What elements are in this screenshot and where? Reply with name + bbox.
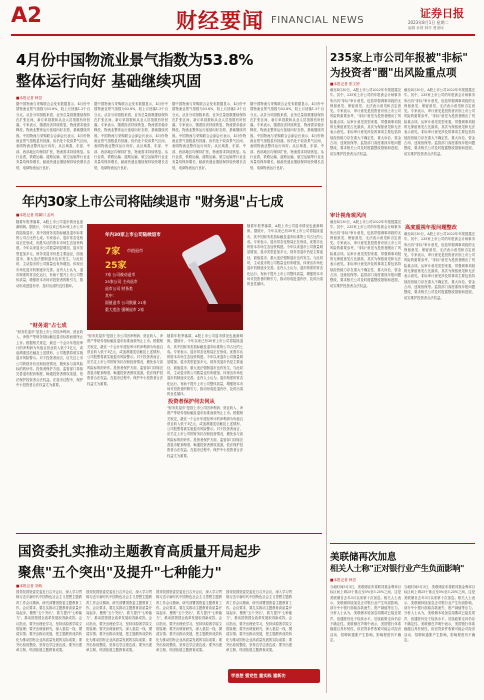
- audit-subheadline: 为投资者"圈"出风险重点项: [330, 67, 457, 79]
- sasac-text-col3: 国务院国资委党委近日召开会议，深入学习贯彻习近平新时代中国特色社会主义思想主题教育工作会议精神，研究部署国资委主题教育工作。会议要求，要扎实推动主题教育高质量开局起步，聚焦"五个突出"，着力提升"七种能力"，推动国资国企改革发展取得新成效。会议指出，要突出理论学习，坚持读原著学原文悟原理；要突出调查研究，深入基层一线，摸清实情；要突出推动发展，把主题教育成效转化为推动国有企业高质量发展的实际成果；要突出检视整改，坚持边学边查边改；要突出建章立制，巩固拓展主题教育成果。: [156, 590, 222, 653]
- section-rule: [330, 543, 475, 544]
- masthead-logo: 证券日报: [420, 7, 464, 20]
- delisting-subhead-protection: 投资者保护何去何从: [168, 399, 215, 405]
- section-title: 财经要闻: [176, 8, 264, 33]
- delisting-text-col1-bottom: "财务类退市"是指上市公司因净利润、营业收入、净资产等财务指标触及退市标准而被终止上市。根据相关规定，最近一个会计年度经审计的净利润为负值且营业收入低于1亿元，或追溯重述后触及上述情形，公司股票将被实施退市风险警示。对于投资者而言，应关注上市公司的财务状况和经营情况，避免参与高风险标的的炒作。投资者保护方面，监管部门持续完善退市配套制度，畅通投资者维权渠道，依法保护投资者合法权益。在退市过程中，保护中小投资者合法权益尤为重要。: [16, 330, 83, 387]
- fed-text-col1: 当地时间5月3日，美联储宣布将联邦基金利率目标区间上调25个基点至5%至5.25%之间，这是美联储自去年3月以来第十次加息。相关人士表示，美联储持续加息正对银行业产生负面影响，部分中小银行面临存款流失、资产减值等压力。分析人士认为，美联储本轮加息周期或已接近尾声，但通胀仍处于较高水平，后续政策走向仍存不确定性。美联储在声明中表示，美国银行体系稳健且具有韧性，但信贷条件收紧可能会对经济活动、招聘和通胀产生影响，影响程度仍不确定。: [330, 585, 401, 642]
- column-divider: [326, 46, 327, 546]
- sasac-byline: ■本报记者 刘萌: [16, 584, 43, 588]
- sasac-text-col4: 国务院国资委党委近日召开会议，深入学习贯彻习近平新时代中国特色社会主义思想主题教育工作会议精神，研究部署国资委主题教育工作。会议要求，要扎实推动主题教育高质量开局起步，聚焦"五个突出"，着力提升"七种能力"，推动国资国企改革发展取得新成效。会议指出，要突出理论学习，坚持读原著学原文悟原理；要突出调查研究，深入基层一线，摸清实情；要突出推动发展，把主题教育成效转化为推动国有企业高质量发展的实际成果；要突出检视整改，坚持边学边查边改；要突出建章立制，巩固拓展主题教育成果。: [226, 590, 292, 653]
- sasac-slogan: 学思想 强党性 重实践 建新功: [231, 673, 286, 678]
- logistics-text-col4: 据中国物流与采购联合会发布数据显示，4月份中国物流业景气指数为53.8%，较上月回落1.3个百分点。从各分项指数来看，业务总量指数继续保持在扩张区间，新订单指数和从业人员指数有所回落。专家表示，随着经济持续恢复，物流需求稳步释放，物流业整体运行延续向好态势，基础继续巩固。中国物流与采购联合会副会长表示，4月份物流业景气指数虽有回落，但仍处于较高景气区间，表明物流业整体运行向好。从区域看，东部、中部、西部地区均保持扩张，物流需求持续恢复。从行业看，铁路运输、道路运输、航空运输等行业业务量均保持增长，邮政快递业继续保持较快增长态势，电商物流运行良好。: [250, 102, 324, 170]
- figure-item: 重大违法 强制退市 2家: [105, 307, 145, 312]
- logistics-text-col2: 据中国物流与采购联合会发布数据显示，4月份中国物流业景气指数为53.8%，较上月回落1.3个百分点。从各分项指数来看，业务总量指数继续保持在扩张区间，新订单指数和从业人员指数有所回落。专家表示，随着经济持续恢复，物流需求稳步释放，物流业整体运行延续向好态势，基础继续巩固。中国物流与采购联合会副会长表示，4月份物流业景气指数虽有回落，但仍处于较高景气区间，表明物流业整体运行向好。从区域看，东部、中部、西部地区均保持扩张，物流需求持续恢复。从行业看，铁路运输、道路运输、航空运输等行业业务量均保持增长，邮政快递业继续保持较快增长态势，电商物流运行良好。: [94, 102, 168, 170]
- delisting-text-col3-top: 随着年报季落幕，A股上市公司退市情况也逐渐明朗。据统计，今年以来已有30家上市公司将陆续退市，其中因财务类指标触及退市标准的公司占比约七成。专家表示，退市常态化格局正在形成，优胜劣汰的资本市场生态加快构建。今年以来退市公司数量明显增加，退市类型更加多元，财务类退市仍是主要途径，面值退市、重大违法强制退市也有发生。与此同时，主动退市的公司数量也有所增加，体现出市场化退市机制逐步完善。业内人士认为，退市制度的常态化运行，有助于提升上市公司整体质量，增强资本市场对投资者的吸引力，推动形成进退有序、及时出清的良性循环。: [167, 334, 243, 397]
- delisting-figure: [87, 224, 243, 330]
- section-subtitle: FINANCIAL NEWS: [271, 15, 365, 26]
- logistics-byline: ■本报记者 韩昱: [16, 96, 43, 100]
- page-header: [0, 0, 484, 36]
- delisting-text-col1-top: 随着年报季落幕，A股上市公司退市情况也逐渐明朗。据统计，今年以来已有30家上市公司将陆续退市，其中因财务类指标触及退市标准的公司占比约七成。专家表示，退市常态化格局正在形成，优胜劣汰的资本市场生态加快构建。今年以来退市公司数量明显增加，退市类型更加多元，财务类退市仍是主要途径，面值退市、重大违法强制退市也有发生。与此同时，主动退市的公司数量也有所增加，体现出市场化退市机制逐步完善。业内人士认为，退市制度的常态化运行，有助于提升上市公司整体质量，增强资本市场对投资者的吸引力，推动形成进退有序、及时出清的良性循环。: [16, 220, 83, 288]
- date-line: 2023年8月1日 星期二: [408, 20, 449, 25]
- delisting-text-col4: 随着年报季落幕，A股上市公司退市情况也逐渐明朗。据统计，今年以来已有30家上市公司将陆续退市，其中因财务类指标触及退市标准的公司占比约七成。专家表示，退市常态化格局正在形成，优胜劣汰的资本市场生态加快构建。今年以来退市公司数量明显增加，退市类型更加多元，财务类退市仍是主要途径，面值退市、重大违法强制退市也有发生。与此同时，主动退市的公司数量也有所增加，体现出市场化退市机制逐步完善。业内人士认为，退市制度的常态化运行，有助于提升上市公司整体质量，增强资本市场对投资者的吸引力，推动形成进退有序、及时出清的良性循环。: [247, 224, 323, 287]
- sasac-headline: 国资委扎实推动主题教育高质量开局起步: [18, 544, 261, 560]
- audit-subhead-view: 审计视角观风向: [330, 213, 367, 219]
- logistics-subheadline: 整体运行向好 基础继续巩固: [16, 72, 202, 90]
- logistics-headline: 4月份中国物流业景气指数为53.8%: [16, 51, 254, 69]
- figure-stat-label: 市值退市: [127, 248, 143, 253]
- column-divider: [326, 533, 327, 693]
- figure-stat-2: 25家: [105, 261, 127, 271]
- fed-subheadline: 相关人士称"正对银行业产生负面影响": [330, 563, 465, 573]
- sasac-subheadline: 聚焦"五个突出"及提升"七种能力": [18, 565, 222, 581]
- delisting-subhead-financial: "财务退"占七成: [30, 323, 67, 329]
- audit-byline: ■本报记者 张文婷: [330, 82, 360, 86]
- delisting-text-col2: "财务类退市"是指上市公司因净利润、营业收入、净资产等财务指标触及退市标准而被终止上市。根据相关规定，最近一个会计年度经审计的净利润为负值且营业收入低于1亿元，或追溯重述后触及上述情形，公司股票将被实施退市风险警示。对于投资者而言，应关注上市公司的财务状况和经营情况，避免参与高风险标的的炒作。投资者保护方面，监管部门持续完善退市配套制度，畅通投资者维权渠道，依法保护投资者合法权益。在退市过程中，保护中小投资者合法权益尤为重要。: [87, 334, 163, 386]
- figure-item: 7家 公司被动退市: [105, 272, 136, 277]
- audit-subhead-rectify: 高度重视年报问题整改: [405, 225, 457, 231]
- delisting-headline: 年内30家上市公司将陆续退市 "财务退"占七成: [22, 195, 283, 210]
- figure-item: 面值退市 公司数量 21家: [105, 300, 147, 305]
- figure-title: 年内30家上市公司陆续退市: [105, 233, 161, 238]
- audit-headline: 235家上市公司年报被"非标": [330, 52, 468, 64]
- audit-text-col1-top: 截至4月30日，A股上市公司2022年年报披露完毕。其中，235家上市公司的年报被会计师事务所出具"非标"审计意见，包括带强调事项段的无保留意见、保留意见、无法表示意见和否定意见。专家表示，审计意见是投资者识别上市公司风险的重要参考，"非标"意见为投资者圈出了风险重点项。从审计意见类型来看，带强调事项段的无保留意见占比最高，其次为保留意见和无法表示意见。非标审计意见涉及的事项主要包括持续经营能力存在重大不确定性、重大诉讼、资金占用、违规担保等。监管部门高度重视年报问题整改，要求相关公司及时披露整改措施和进展，切实维护投资者合法权益。: [330, 88, 401, 156]
- figure-item: 其中：: [105, 293, 117, 298]
- audit-text-col1-bottom: 截至4月30日，A股上市公司2022年年报披露完毕。其中，235家上市公司的年报被会计师事务所出具"非标"审计意见，包括带强调事项段的无保留意见、保留意见、无法表示意见和否定意见。专家表示，审计意见是投资者识别上市公司风险的重要参考，"非标"意见为投资者圈出了风险重点项。从审计意见类型来看，带强调事项段的无保留意见占比最高，其次为保留意见和无法表示意见。非标审计意见涉及的事项主要包括持续经营能力存在重大不确定性、重大诉讼、资金占用、违规担保等。监管部门高度重视年报问题整改，要求相关公司及时披露整改措施和进展，切实维护投资者合法权益。: [330, 220, 401, 288]
- fed-text-col2: 当地时间5月3日，美联储宣布将联邦基金利率目标区间上调25个基点至5%至5.25%之间，这是美联储自去年3月以来第十次加息。相关人士表示，美联储持续加息正对银行业产生负面影响，部分中小银行面临存款流失、资产减值等压力。分析人士认为，美联储本轮加息周期或已接近尾声，但通胀仍处于较高水平，后续政策走向仍存不确定性。美联储在声明中表示，美国银行体系稳健且具有韧性，但信贷条件收紧可能会对经济活动、招聘和通胀产生影响，影响程度仍不确定。: [404, 585, 475, 642]
- sasac-text-col1: 国务院国资委党委近日召开会议，深入学习贯彻习近平新时代中国特色社会主义思想主题教育工作会议精神，研究部署国资委主题教育工作。会议要求，要扎实推动主题教育高质量开局起步，聚焦"五个突出"，着力提升"七种能力"，推动国资国企改革发展取得新成效。会议指出，要突出理论学习，坚持读原著学原文悟原理；要突出调查研究，深入基层一线，摸清实情；要突出推动发展，把主题教育成效转化为推动国有企业高质量发展的实际成果；要突出检视整改，坚持边学边查边改；要突出建章立制，巩固拓展主题教育成果。: [16, 590, 82, 653]
- fed-byline: ■本报记者 韩昱: [330, 578, 357, 582]
- audit-text-col2-top: 截至4月30日，A股上市公司2022年年报披露完毕。其中，235家上市公司的年报被会计师事务所出具"非标"审计意见，包括带强调事项段的无保留意见、保留意见、无法表示意见和否定意见。专家表示，审计意见是投资者识别上市公司风险的重要参考，"非标"意见为投资者圈出了风险重点项。从审计意见类型来看，带强调事项段的无保留意见占比最高，其次为保留意见和无法表示意见。非标审计意见涉及的事项主要包括持续经营能力存在重大不确定性、重大诉讼、资金占用、违规担保等。监管部门高度重视年报问题整改，要求相关公司及时披露整改措施和进展，切实维护投资者合法权益。: [404, 88, 475, 156]
- logistics-text-col3: 据中国物流与采购联合会发布数据显示，4月份中国物流业景气指数为53.8%，较上月回落1.3个百分点。从各分项指数来看，业务总量指数继续保持在扩张区间，新订单指数和从业人员指数有所回落。专家表示，随着经济持续恢复，物流需求稳步释放，物流业整体运行延续向好态势，基础继续巩固。中国物流与采购联合会副会长表示，4月份物流业景气指数虽有回落，但仍处于较高景气区间，表明物流业整体运行向好。从区域看，东部、中部、西部地区均保持扩张，物流需求持续恢复。从行业看，铁路运输、道路运输、航空运输等行业业务量均保持增长，邮政快递业继续保持较快增长态势，电商物流运行良好。: [172, 102, 246, 170]
- audit-text-col2-bottom: 截至4月30日，A股上市公司2022年年报披露完毕。其中，235家上市公司的年报被会计师事务所出具"非标"审计意见，包括带强调事项段的无保留意见、保留意见、无法表示意见和否定意见。专家表示，审计意见是投资者识别上市公司风险的重要参考，"非标"意见为投资者圈出了风险重点项。从审计意见类型来看，带强调事项段的无保留意见占比最高，其次为保留意见和无法表示意见。非标审计意见涉及的事项主要包括持续经营能力存在重大不确定性、重大诉讼、资金占用、违规担保等。监管部门高度重视年报问题整改，要求相关公司及时披露整改措施和进展，切实维护投资者合法权益。: [404, 232, 475, 300]
- figure-stat-1: 7家: [105, 247, 121, 257]
- section-rule: [16, 186, 322, 187]
- figure-item: 25家公司 主动退市: [105, 279, 138, 284]
- delisting-byline: ■本报记者 郭冀川 孟珂: [16, 213, 55, 217]
- fed-headline: 美联储再次加息: [330, 552, 397, 563]
- page-number: A2: [11, 3, 42, 27]
- header-rule: [11, 34, 475, 36]
- delisting-text-col3: "财务类退市"是指上市公司因净利润、营业收入、净资产等财务指标触及退市标准而被终止上市。根据相关规定，最近一个会计年度经审计的净利润为负值且营业收入低于1亿元，或追溯重述后触及上述情形，公司股票将被实施退市风险警示。对于投资者而言，应关注上市公司的财务状况和经营情况，避免参与高风险标的的炒作。投资者保护方面，监管部门持续完善退市配套制度，畅通投资者维权渠道，依法保护投资者合法权益。在退市过程中，保护中小投资者合法权益尤为重要。: [167, 406, 243, 458]
- editor-line: 编辑 孙倩 制作 曹秉琛: [408, 26, 444, 30]
- sasac-text-col2: 国务院国资委党委近日召开会议，深入学习贯彻习近平新时代中国特色社会主义思想主题教育工作会议精神，研究部署国资委主题教育工作。会议要求，要扎实推动主题教育高质量开局起步，聚焦"五个突出"，着力提升"七种能力"，推动国资国企改革发展取得新成效。会议指出，要突出理论学习，坚持读原著学原文悟原理；要突出调查研究，深入基层一线，摸清实情；要突出推动发展，把主题教育成效转化为推动国有企业高质量发展的实际成果；要突出检视整改，坚持边学边查边改；要突出建章立制，巩固拓展主题教育成果。: [86, 590, 152, 653]
- section-rule: [16, 533, 322, 534]
- logistics-text-col1: 据中国物流与采购联合会发布数据显示，4月份中国物流业景气指数为53.8%，较上月回落1.3个百分点。从各分项指数来看，业务总量指数继续保持在扩张区间，新订单指数和从业人员指数有所回落。专家表示，随着经济持续恢复，物流需求稳步释放，物流业整体运行延续向好态势，基础继续巩固。中国物流与采购联合会副会长表示，4月份物流业景气指数虽有回落，但仍处于较高景气区间，表明物流业整体运行向好。从区域看，东部、中部、西部地区均保持扩张，物流需求持续恢复。从行业看，铁路运输、道路运输、航空运输等行业业务量均保持增长，邮政快递业继续保持较快增长态势，电商物流运行良好。: [16, 102, 90, 170]
- figure-item: 退市公司 财务类: [105, 286, 133, 291]
- sasac-slogan-banner: [228, 669, 320, 683]
